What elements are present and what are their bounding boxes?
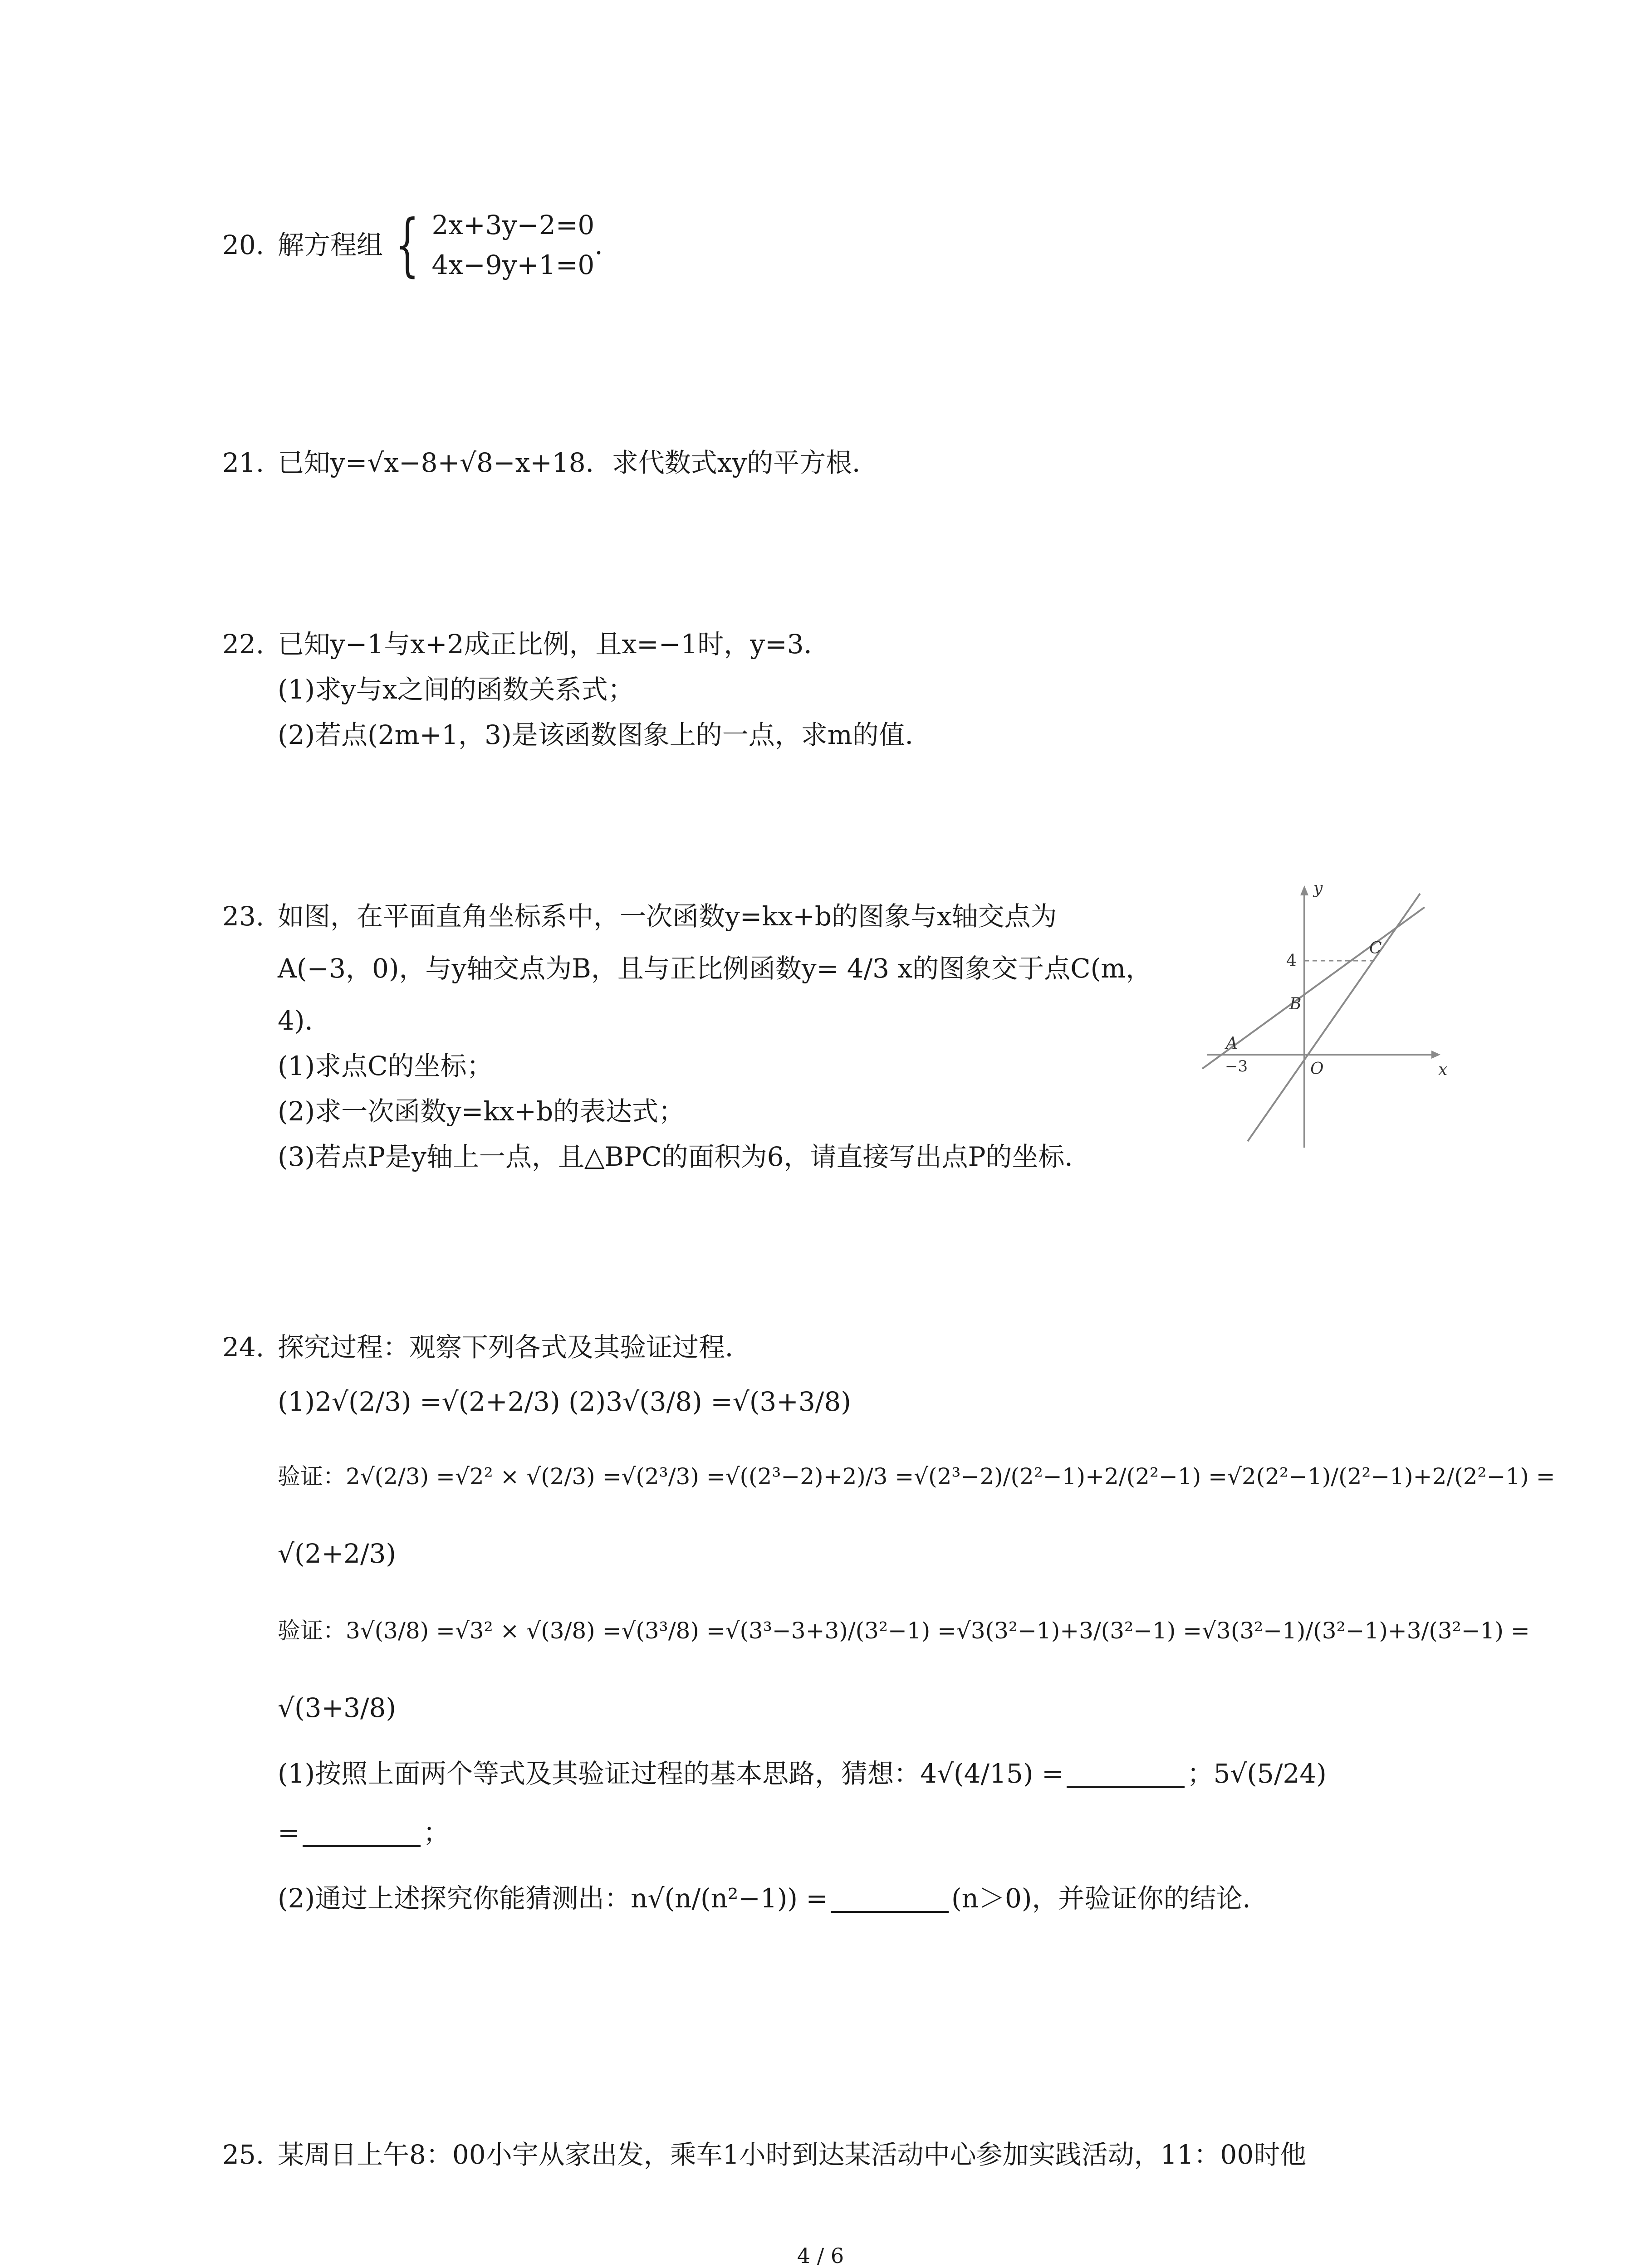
verification-1-result: √(2+2/3) [278, 1538, 397, 1569]
question-number: 24. [222, 1332, 265, 1363]
question-line: (2)求一次函数y=kx+b的表达式； [278, 1096, 685, 1127]
question-number: 21. [222, 447, 265, 478]
page-number: 4 / 6 [797, 2244, 844, 2268]
question-line: 已知y−1与x+2成正比例，且x=−1时，y=3． [278, 629, 830, 660]
answer-blank-1[interactable] [1067, 1759, 1185, 1788]
point-label-a: A [1226, 1034, 1238, 1053]
answer-blank-2[interactable] [303, 1818, 421, 1847]
verification-2-result: √(3+3/8) [278, 1692, 397, 1723]
question-24 [222, 1325, 1555, 1937]
question-line: 4)． [278, 1005, 331, 1036]
question-21 [222, 440, 878, 485]
answer-blank-3[interactable] [831, 1884, 949, 1913]
point-label-b: B [1289, 995, 1302, 1013]
tick-label-4: 4 [1286, 952, 1297, 970]
question-number: 20. [222, 230, 265, 260]
part-1-prompt: (1)按照上面两个等式及其验证过程的基本思路，猜想：4√(4/15) = [278, 1758, 1064, 1789]
equation-system [431, 205, 594, 285]
part-2-prompt: (2)通过上述探究你能猜测出：n√(n/(n²−1)) = [278, 1883, 828, 1914]
question-text: 已知y=√x−8+√8−x+18．求代数式xy的平方根． [278, 447, 879, 478]
question-25 [222, 2132, 1306, 2177]
question-line: (1)求y与x之间的函数关系式； [278, 674, 634, 705]
coordinate-figure [1202, 875, 1456, 1152]
question-line: A(−3，0)，与y轴交点为B，且与正比例函数y= 4/3 x的图象交于点C(m， [278, 953, 1152, 984]
brace-symbol: { [395, 205, 419, 284]
origin-label: O [1310, 1060, 1324, 1078]
point-label-c: C [1369, 939, 1382, 958]
equation-tail: . [594, 230, 603, 260]
equals-sign: = [278, 1817, 300, 1848]
verification-2: 验证：3√(3/8) =√3² × √(3/8) =√(3³/8) =√(3³−3+3)/(3²−1) =√3(3²−1)+3/(3²−1) =√3(3²−1)/(3²−1)+3/(3²−1) = [278, 1618, 1530, 1644]
question-22 [222, 621, 931, 758]
semicolon: ； [423, 1817, 450, 1848]
y-axis-arrow [1300, 885, 1308, 895]
tick-label-minus-3: −3 [1225, 1057, 1248, 1075]
example-formulas: (1)2√(2/3) =√(2+2/3) (2)3√(3/8) =√(3+3/8) [278, 1386, 851, 1417]
part-1-second-prompt: ；5√(5/24) [1187, 1758, 1327, 1789]
question-line: (2)若点(2m+1，3)是该函数图象上的一点，求m的值． [278, 719, 931, 750]
verification-1: 验证：2√(2/3) =√2² × √(2/3) =√(2³/3) =√((2³−2)+2)/3 =√(2³−2)/(2²−1)+2/(2²−1) =√2(2²−1)/(2²−1)+2/(2²−1) = [278, 1463, 1555, 1490]
question-line: 如图，在平面直角坐标系中，一次函数y=kx+b的图象与x轴交点为 [278, 901, 1057, 932]
question-23 [222, 894, 1152, 1179]
question-number: 23. [222, 901, 265, 932]
question-number: 25. [222, 2139, 265, 2170]
equation-2: 4x−9y+1=0 [431, 249, 595, 280]
question-number: 22. [222, 629, 265, 660]
question-text: 解方程组 [278, 230, 383, 260]
x-axis-arrow [1431, 1051, 1440, 1059]
question-20 [222, 200, 603, 290]
question-line: 探究过程：观察下列各式及其验证过程． [278, 1332, 752, 1363]
question-text: 某周日上午8：00小宇从家出发，乘车1小时到达某活动中心参加实践活动，11：00时他 [278, 2139, 1307, 2170]
part-2-tail: (n＞0)，并验证你的结论． [951, 1883, 1269, 1914]
x-axis-label: x [1438, 1061, 1448, 1079]
equation-1: 2x+3y−2=0 [431, 210, 595, 240]
y-axis-label: y [1313, 879, 1323, 898]
question-line: (3)若点P是y轴上一点，且△BPC的面积为6，请直接写出点P的坐标． [278, 1141, 1091, 1172]
question-line: (1)求点C的坐标； [278, 1051, 493, 1081]
